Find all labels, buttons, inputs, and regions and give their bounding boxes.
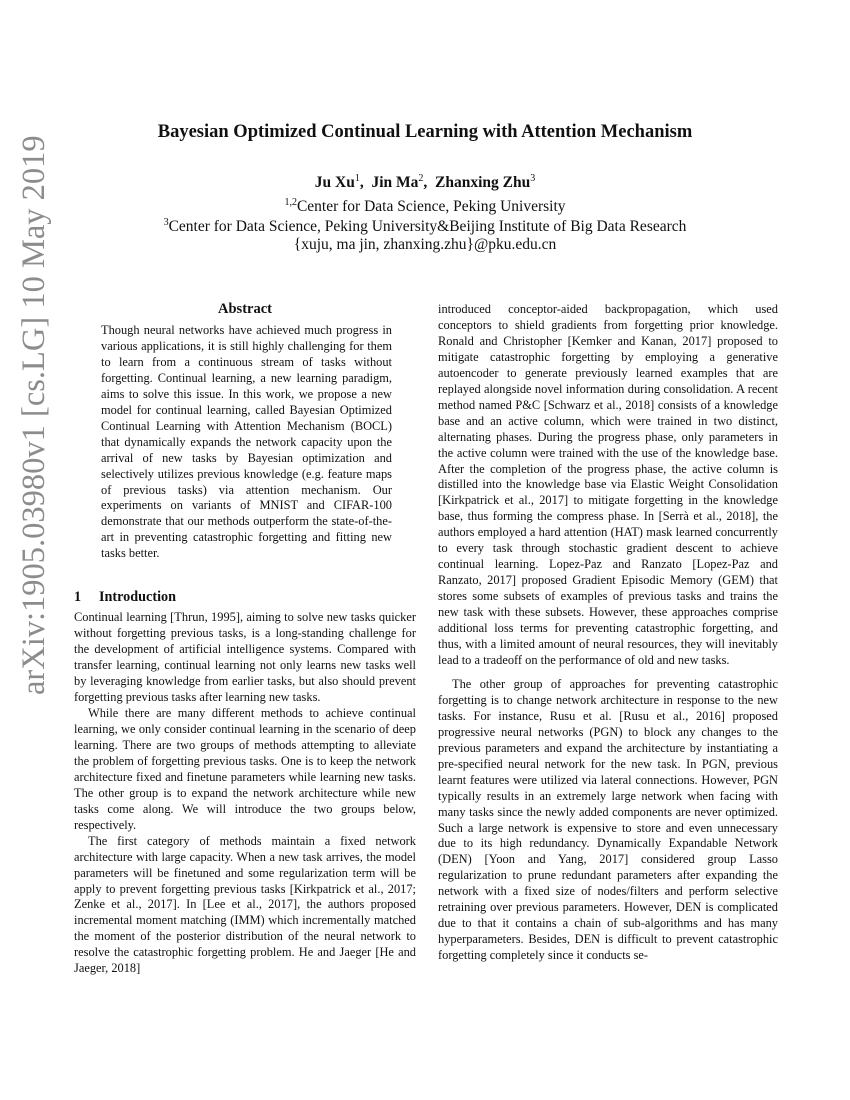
author-sup: 1 [354, 173, 360, 184]
body-paragraph: The other group of approaches for preventing catastrophic forgetting is to change network architecture in response to the new tasks. For instance, Rusu et al. [Rusu et al., 2016] proposed progressive neural networks (PGN) to block any changes to the previous parameters and expand the architecture by instantiating a pre-specified neural network for the new task. In PGN, previous learnt features were utilized via lateral connections. However, PGN typically results in an extremely large network when facing with many tasks since the newly added components are never optimized. Such a large network is expensive to store and even unnecessary due to its high redundancy. Dynamically Expandable Network (DEN) [Yoon and Yang, 2017] considered group Lasso regularization to prune redundant parameters after expanding the network with a fixed size of nodes/filters and perform selective retraining over previous parameters. However, DEN is complicated due to that it contains a chain of sub-algorithms and has many hyperparameters. Besides, DEN is difficult to prevent catastrophic forgetting completely since it conducts se- [438, 676, 778, 963]
paper-title: Bayesian Optimized Continual Learning with Attention Mechanism [157, 122, 693, 142]
section-number: 1 [74, 589, 82, 606]
author-name: Zhanxing Zhu [435, 174, 531, 192]
arxiv-identifier: arXiv:1905.03980v1 [cs.LG] 10 May 2019 [16, 135, 52, 695]
intro-paragraph: Continual learning [Thrun, 1995], aiming to solve new tasks quicker without forgetting previous tasks, is a long-standing challenge for the development of artificial intelligence systems. Compared with transfer learning, continual learning not only learns new tasks well by leveraging knowledge from earlier tasks, but also should prevent forgetting previous tasks after learning new tasks. [74, 610, 416, 705]
body-paragraph: introduced conceptor-aided backpropagation, which used conceptors to shield gradients from forgetting prior knowledge. Ronald and Christopher [Kemker and Kanan, 2017] proposed to mitigate catastrophic forgetting by employing a generative autoencoder to generate previously learned examples that are replayed alongside novel information during consolidation. A recent method named P&C [Schwarz et al., 2018] consists of a knowledge base and an active column, which were trained in two distinct, alternating phases. During the progress phase, only parameters in the active column were trained with the use of the knowledge base. After the completion of the progress phase, the active column is distilled into the knowledge base via Elastic Weight Consolidation [Kirkpatrick et al., 2017] to mitigate forgetting in the knowledge base, thus forming the compress phase. In [Serrà et al., 2018], the authors employed a hard attention (HAT) mask learned concurrently to every task through stochastic gradient descent to achieve continual learning. Lopez-Paz and Ranzato [Lopez-Paz and Ranzato, 2017] proposed Gradient Episodic Memory (GEM) that stores some subsets of examples of previous tasks and trains the new task with these subsets. However, these approaches comprise additional loss terms for preventing catastrophic forgetting, and thus, with a limited amount of neural resources, they will inevitably lead to a tradeoff on the performance of old and new tasks. [438, 302, 778, 667]
intro-paragraph: The first category of methods maintain a fixed network architecture with large capacity. When a new task arrives, the model parameters will be finetuned and some regularization term will be apply to prevent forgetting previous tasks [Kirkpatrick et al., 2017; Zenke et al., 2017]. In [Lee et al., 2017], the authors proposed incremental moment matching (IMM) which incrementally matched the moment of the posterior distribution of the neural network to resolve the catastrophic forgetting problem. He and Jaeger [He and Jaeger, 2018] [74, 833, 416, 976]
author-emails: {xuju, ma jin, zhanxing.zhu}@pku.edu.cn [293, 236, 557, 253]
affiliation-sup: 1,2 [284, 197, 297, 208]
section-heading-introduction [74, 588, 416, 606]
author-list: Ju Xu$^1$, Jin Ma$^2$, Zhanxing Zhu$^3$ [314, 173, 536, 192]
abstract-text: Though neural networks have achieved much progress in various applications, it is still highly challenging for them to learn from a continuous stream of tasks without forgetting. Continual learning, a new learning paradigm, aims to solve this issue. In this work, we propose a new model for continual learning, called Bayesian Optimized Continual Learning with Attention Mechanism (BOCL) that dynamically expands the network capacity upon the arrival of new tasks by Bayesian optimization and selectively utilizes previous knowledge (e.g. feature maps of previous tasks) via attention mechanism. Our experiments on variants of MNIST and CIFAR-100 demonstrate that our methods outperform the state-of-the-art in preventing catastrophic forgetting and fitting new tasks better. [101, 323, 392, 561]
author-sup: 3 [530, 173, 536, 184]
right-column [438, 302, 778, 964]
section-title: Introduction [99, 589, 176, 606]
author-name: Ju Xu [314, 174, 355, 192]
intro-paragraph: While there are many different methods to achieve continual learning, we only consider continual learning in the scenario of deep learning. There are two groups of methods attempting to alleviate the problem of forgetting previous tasks. One is to keep the network architecture fixed and finetune parameters while learning new tasks. The other group is to expand the network architecture while new tasks come along. We will introduce the two groups below, respectively. [74, 706, 416, 832]
abstract-heading: Abstract [218, 301, 272, 317]
affiliation-sup: 3 [163, 217, 169, 228]
author-name: Jin Ma [371, 174, 419, 192]
affiliation-text: Center for Data Science, Peking University [296, 198, 566, 216]
affiliation-text: Center for Data Science, Peking University&Beijing Institute of Big Data Research [168, 218, 687, 236]
affiliation-2 [60, 213, 790, 237]
author-sup: 2 [418, 173, 424, 184]
left-column [74, 300, 416, 977]
